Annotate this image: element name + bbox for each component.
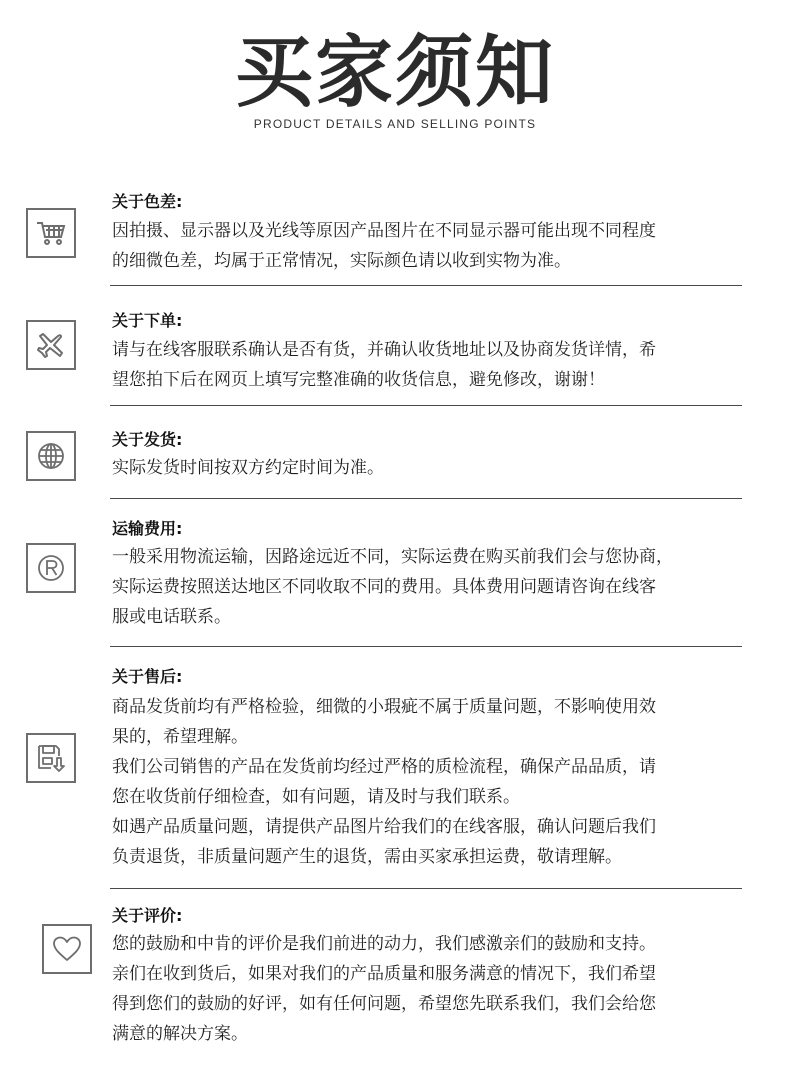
section-title: 关于售后: xyxy=(112,667,183,686)
page-title: 买家须知 xyxy=(234,28,555,118)
section-line: 一般采用物流运输，因路途远近不同，实际运费在购买前我们会与您协商， xyxy=(112,547,673,567)
section-line: 果的，希望理解。 xyxy=(112,727,248,747)
section-body xyxy=(112,542,732,632)
registered-icon xyxy=(26,543,76,593)
section-title: 关于下单: xyxy=(112,311,183,330)
section-line: 因拍摄、显示器以及光线等原因产品图片在不同显示器可能出现不同程度 xyxy=(112,221,656,241)
section-line: 的细微色差，均属于正常情况，实际颜色请以收到实物为准。 xyxy=(112,251,571,271)
section-line: 得到您们的鼓励的好评，如有任何问题，希望您先联系我们，我们会给您 xyxy=(112,994,656,1014)
divider xyxy=(110,285,742,286)
page-subtitle: PRODUCT DETAILS AND SELLING POINTS xyxy=(253,117,537,131)
divider xyxy=(110,498,742,499)
section-line: 满意的解决方案。 xyxy=(112,1024,248,1044)
section-title: 关于色差: xyxy=(112,192,183,211)
section-line: 您的鼓励和中肯的评价是我们前进的动力，我们感激亲们的鼓励和支持。 xyxy=(112,934,656,954)
divider xyxy=(110,405,742,406)
section-body xyxy=(112,929,732,1049)
section-line: 负责退货，非质量问题产生的退货，需由买家承担运费，敬请理解。 xyxy=(112,847,622,867)
divider xyxy=(110,888,742,889)
section-title: 关于发货: xyxy=(112,430,183,449)
section-line: 望您拍下后在网页上填写完整准确的收货信息，避免修改，谢谢！ xyxy=(112,370,605,390)
section-body xyxy=(112,216,732,276)
globe-icon xyxy=(26,431,76,481)
heart-icon xyxy=(42,924,92,974)
shopping-cart-icon xyxy=(26,208,76,258)
section-line: 您在收货前仔细检查，如有问题，请及时与我们联系。 xyxy=(112,787,520,807)
section-title: 运输费用: xyxy=(112,519,183,538)
section-line: 亲们在收到货后，如果对我们的产品质量和服务满意的情况下，我们希望 xyxy=(112,964,656,984)
divider xyxy=(110,646,742,647)
section-body xyxy=(112,335,732,395)
airplane-icon xyxy=(26,320,76,370)
section-line: 实际运费按照送达地区不同收取不同的费用。具体费用问题请咨询在线客 xyxy=(112,577,656,597)
section-body xyxy=(112,453,732,483)
section-line: 商品发货前均有严格检验，细微的小瑕疵不属于质量问题，不影响使用效 xyxy=(112,697,656,717)
section-line: 实际发货时间按双方约定时间为准。 xyxy=(112,458,384,478)
section-line: 服或电话联系。 xyxy=(112,607,231,627)
section-line: 我们公司销售的产品在发货前均经过严格的质检流程，确保产品品质，请 xyxy=(112,757,656,777)
section-title: 关于评价: xyxy=(112,906,183,925)
section-line: 请与在线客服联系确认是否有货，并确认收货地址以及协商发货详情，希 xyxy=(112,340,656,360)
section-line: 如遇产品质量问题，请提供产品图片给我们的在线客服，确认问题后我们 xyxy=(112,817,656,837)
section-body xyxy=(112,692,732,872)
save-download-icon xyxy=(26,733,76,783)
